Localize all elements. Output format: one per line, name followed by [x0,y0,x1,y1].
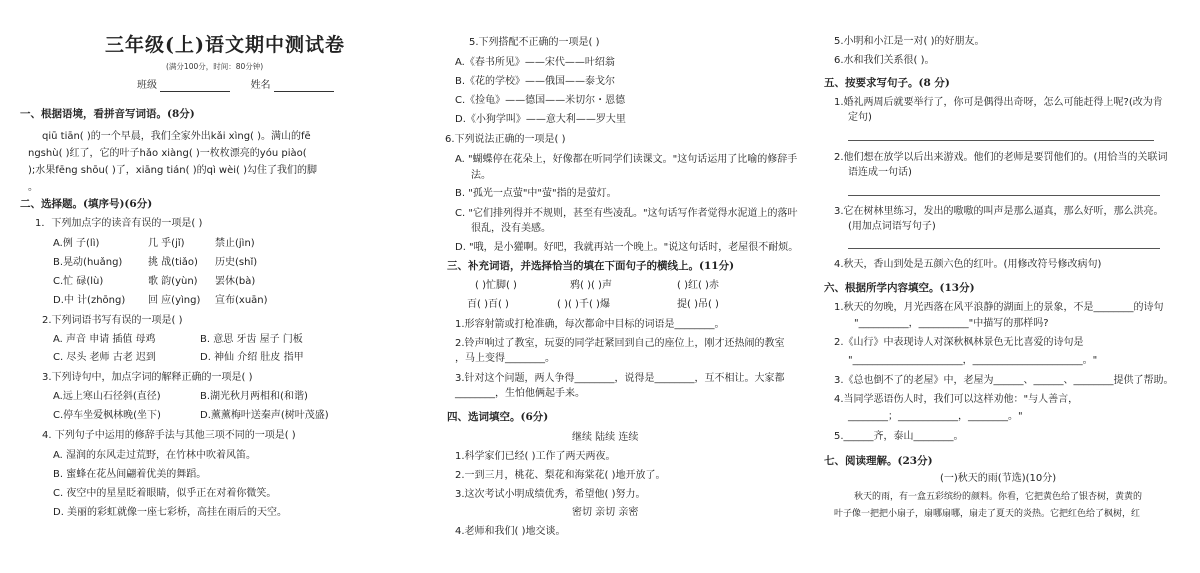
q3-option-d: D.薰薰梅叶送秦声(树叶茂盛) [200,410,329,421]
q6-option-b: B. "孤光一点萤"中"萤"指的是萤灯。 [455,188,617,199]
s5-q2-cont: 语连成一句话) [848,167,912,178]
s3-row1-word3: ( )红( )赤 [677,280,719,291]
q5-option-d: D.《小狗学叫》——意大利——罗大里 [455,114,626,125]
s4-q4: 4.老师和我们( )地交谈。 [455,526,566,537]
s6-q2: 2.《山行》中表现诗人对深秋枫林景色无比喜爱的诗句是 [834,337,1084,348]
column-left [20,0,415,573]
q1-option-a-3: 禁止(jìn) [215,238,255,249]
q6-option-c: C. "它们排列得并不规则，甚至有些凌乱。"这句话写作者觉得水泥道上的落叶 [455,208,798,219]
s4-word-choices-2: 密切 亲切 亲密 [572,507,639,518]
q1-option-d-2: 回 应(yìng) [148,295,201,306]
exam-meta: (满分100分，时间：80分钟) [166,62,264,71]
reading-passage-line-2: 叶子像一把把小扇子，扇哪扇哪，扇走了夏天的炎热。它把红色给了枫树，红 [834,509,1141,519]
q6-option-d: D. "哦，是小獾啊。好吧，我就再站一个晚上。"说这句话时，老屋很不耐烦。 [455,242,799,253]
q1-option-c-2: 歌 韵(yùn) [148,276,198,287]
s6-q4-cont: ________；____________，________。" [848,411,1023,422]
q5-option-c: C.《捡龟》——德国——米切尔・恩德 [455,95,626,106]
s4-q5: 5.小明和小江是一对( )的好朋友。 [834,36,985,47]
class-label: 班级 [137,80,157,91]
reading-passage-line-1: 秋天的雨，有一盒五彩缤纷的颜料。你看，它把黄色给了银杏树，黄黄的 [854,492,1143,502]
s3-row2-word2: ( )( )千( )爆 [557,299,610,310]
s5-q3-cont: (用加点词语写句子) [848,221,936,232]
class-name-row [137,80,334,92]
q3-stem: 3.下列诗句中，加点字词的解释正确的一项是( ) [42,372,253,383]
q3-option-a: A.远上寒山石径斜(直径) [53,391,161,402]
s5-q1-answer-line[interactable] [848,140,1154,141]
s3-row1-word2: 鸦( )( )声 [570,280,612,291]
s5-q1-cont: 定句) [848,112,872,123]
s4-q2: 2.一到三月，桃花、梨花和海棠花( )地开放了。 [455,470,666,481]
s3-q3: 3.针对这个问题，两人争得________，说得是________，互不相让。大家都 [455,373,785,384]
s6-q3: 3.《总也倒不了的老屋》中，老屋为______、______、________提供了帮助。 [834,375,1174,386]
s3-q1: 1.形容射箭或打枪准确，每次都命中目标的词语是________。 [455,319,725,330]
q4-option-c: C. 夜空中的星星眨着眼睛，似乎正在对着你微笑。 [53,488,277,499]
q4-option-d: D. 美丽的彩虹就像一座七彩桥，高挂在雨后的天空。 [53,507,288,518]
q5-option-a: A.《春书所见》——宋代——叶绍翁 [455,57,615,68]
s4-q1: 1.科学家们已经( )工作了两天两夜。 [455,451,616,462]
s4-word-choices-1: 继续 陆续 连续 [572,432,639,443]
q1-option-b-2: 挑 战(tiǎo) [148,257,198,268]
q3-option-c: C.停车坐爱枫林晚(坐下) [53,410,161,421]
s3-q3-cont: ________，生怕他俩起手来。 [455,388,585,399]
s3-q2-cont: ，马上变得________。 [455,353,555,364]
s4-q3: 3.这次考试小明成绩优秀，希望他( )努力。 [455,489,646,500]
q4-stem: 4. 下列句子中运用的修辞手法与其他三项不同的一项是( ) [42,430,296,441]
s5-q1: 1.婚礼两周后就要举行了，你可是偶得出奇呀，怎么可能赶得上呢?(改为肯 [834,97,1163,108]
q4-option-b: B. 蜜蜂在花丛间翩着优美的舞蹈。 [53,469,207,480]
name-label: 姓名 [250,80,271,91]
name-blank[interactable] [274,91,334,92]
q2-option-d: D. 神仙 介绍 肚皮 指甲 [200,352,304,363]
s5-q4: 4.秋天，香山到处是五颜六色的红叶。(用修改符号修改病句) [834,259,1102,270]
s6-q1-cont: "__________，__________"中描写的那样吗? [854,318,1049,329]
s3-row2-word1: 百( )百( ) [467,299,509,310]
s6-q4: 4.当同学恶语伤人时，我们可以这样劝他："与人善言， [834,394,1079,405]
s5-q3-answer-line[interactable] [848,248,1160,249]
s6-q5: 5.______齐，泰山________。 [834,431,964,442]
s1-line-1: qiū tiān( )的一个早晨，我们全家外出kǎi xìng( )。满山的fē [42,131,311,142]
column-right [820,0,1180,573]
q5-option-b: B.《花的学校》——俄国——泰戈尔 [455,76,616,87]
q1-option-c: C.忙 碌(lù) [53,276,104,287]
section-5-heading: 五、按要求写句子。(8 分) [824,77,950,89]
section-2-heading: 二、选择题。(填序号)(6分) [20,198,153,210]
s3-q2: 2.铃声响过了教室，玩耍的同学赶紧回到自己的座位上，刚才还热闹的教室 [455,338,785,349]
q4-option-a: A. 湿润的东风走过荒野，在竹林中吹着风笛。 [53,450,257,461]
section-4-heading: 四、选词填空。(6分) [447,411,549,423]
q2-option-c: C. 尽头 老师 古老 迟到 [53,352,156,363]
q1-option-c-3: 罢休(bà) [215,276,256,287]
q6-stem: 6.下列说法正确的一项是( ) [445,134,566,145]
q3-option-b: B.湖光秋月两相和(和谐) [200,391,308,402]
q1-option-d: D.中 计(zhōng) [53,295,126,306]
s3-row2-word3: 提( )吊( ) [677,299,719,310]
s1-line-2: ngshù( )红了，它的叶子hǎo xiàng( )一枚枚漂亮的yóu piào( [28,148,307,159]
s4-q6: 6.水和我们关系很( )。 [834,55,935,66]
q1-stem: 1．下列加点字的读音有误的一项是( ) [35,218,203,229]
class-blank[interactable] [160,91,230,92]
section-1-heading: 一、根据语境，看拼音写词语。(8分) [20,108,195,120]
section-6-heading: 六、根据所学内容填空。(13分) [824,282,975,294]
reading-passage-title: (一)秋天的雨(节选)(10分) [940,473,1057,484]
s1-line-3: );水果fēng shōu( )了，xiāng tián( )的qì wèi( )勾住了我们的脚 [28,165,318,176]
q6-option-c-cont: 很乱，没有美感。 [471,223,551,234]
q6-option-a: A. "蝴蝶停在花朵上，好像都在听同学们读课文。"这句话运用了比喻的修辞手 [455,154,798,165]
s5-q2-answer-line[interactable] [848,195,1160,196]
page-title: 三年级(上)语文期中测试卷 [105,34,345,56]
q6-option-a-cont: 法。 [471,170,491,181]
s3-row1-word1: ( )忙脚( ) [475,280,517,291]
q1-option-b: B.晃动(huǎng) [53,257,123,268]
q1-option-a-2: 几 乎(jǐ) [148,238,185,249]
section-3-heading: 三、补充词语，并选择恰当的填在下面句子的横线上。(11分) [447,260,735,272]
s6-q2-cont: "______________________，______________________。" [848,355,1098,366]
q2-option-b: B. 意思 牙齿 屋子 门板 [200,334,303,345]
q5-stem: 5.下列搭配不正确的一项是( ) [469,37,600,48]
s1-line-4: 。 [28,182,38,193]
column-middle [437,0,799,573]
section-7-heading: 七、阅读理解。(23分) [824,455,933,467]
s5-q3: 3.它在树林里练习，发出的嗷嗷的叫声是那么逼真，那么好听，那么洪亮。 [834,206,1164,217]
q1-option-a: A.例 子(lì) [53,238,100,249]
q1-option-b-3: 历史(shǐ) [215,257,258,268]
q2-stem: 2.下列词语书写有误的一项是( ) [42,315,183,326]
s6-q1: 1.秋天的勿晚，月光西落在风平浪静的湖面上的景象，不是________的诗句 [834,302,1164,313]
q1-option-d-3: 宣布(xuān) [215,295,268,306]
q2-option-a: A. 声音 申请 插值 母鸡 [53,334,156,345]
s5-q2: 2.他们想在放学以后出来游戏。他们的老师是要罚他们的。(用恰当的关联词 [834,152,1168,163]
